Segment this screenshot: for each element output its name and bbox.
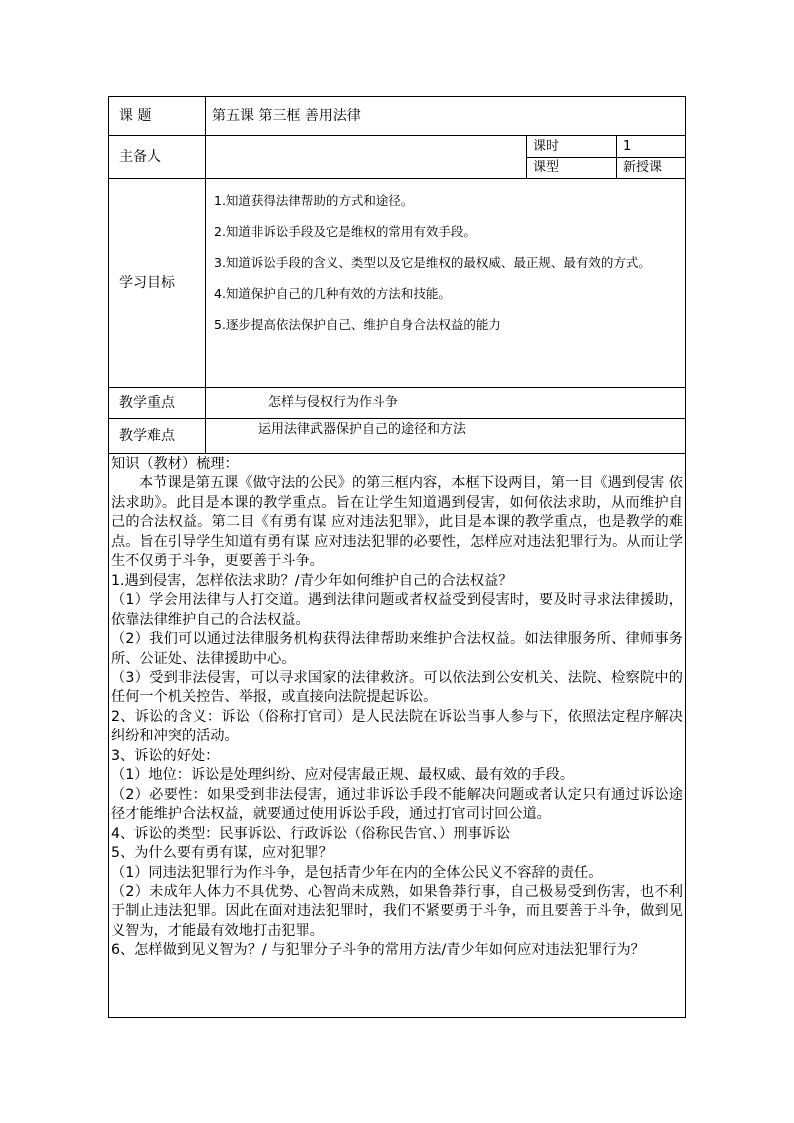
key-point-label: 教学重点	[109, 388, 206, 419]
period-value: 1	[617, 136, 686, 158]
key-point-value: 怎样与侵权行为作斗争	[206, 388, 686, 419]
content-paragraph: 5、为什么要有勇有谋，应对犯罪？	[111, 845, 333, 862]
type-value: 新授课	[617, 158, 686, 179]
difficulty-value: 运用法律武器保护自己的途径和方法	[206, 419, 686, 454]
objective-item: 1.知道获得法律帮助的方式和途径。	[214, 193, 414, 208]
objective-item: 5.逐步提高依法保护自己、维护自身合法权益的能力	[214, 317, 501, 332]
preparer-label: 主备人	[109, 136, 206, 179]
course-label: 课 题	[109, 97, 206, 136]
content-paragraph: （2）我们可以通过法律服务机构获得法律帮助来维护合法权益。如法律服务所、律师事务所、公证处、法律援助中心。	[111, 631, 683, 667]
content-paragraph: 2、诉讼的含义：诉讼（俗称打官司）是人民法院在诉讼当事人参与下，依照法定程序解决纠纷和冲突的活动。	[111, 708, 683, 745]
content-paragraph: （1）同违法犯罪行为作斗争，是包括青少年在内的全体公民义不容辞的责任。	[111, 864, 603, 881]
content-intro: 本节课是第五课《做守法的公民》的第三框内容，本框下设两目，第一目《遇到侵害 依法求助》。此目是本课的教学重点。旨在让学生知道遇到侵害，如何依法求助，从而维护自己的合法权益。第二目《有勇有谋 应对违法犯罪》，此目是本课的教学重点，也是教学的难点。旨在引导学生知道有勇有谋 应对违法犯罪的必要性，怎样应对违法犯罪行为。从而让学生不仅勇于斗争，更要善于斗争。	[111, 475, 684, 570]
content-section	[109, 454, 686, 1018]
objectives-label: 学习目标	[109, 179, 206, 388]
lesson-plan-table	[108, 96, 686, 1018]
content-paragraph: （2）未成年人体力不具优势、心智尚未成熟，如果鲁莽行事，自己极易受到伤害，也不利于制止违法犯罪。因此在面对违法犯罪时，我们不紧要勇于斗争，而且要善于斗争，做到见义智为，才能最有效地打击犯罪。	[111, 883, 683, 939]
content-paragraph: 4、诉讼的类型：民事诉讼、行政诉讼（俗称民告官、）刑事诉讼	[111, 825, 511, 842]
objective-item: 4.知道保护自己的几种有效的方法和技能。	[214, 286, 451, 301]
objectives-list	[206, 179, 686, 388]
period-label: 课时	[527, 136, 617, 158]
content-heading: 知识（教材）梳理：	[111, 456, 239, 472]
content-paragraph: （1）学会用法律与人打交道。遇到法律问题或者权益受到侵害时，要及时寻求法律援助，依靠法律维护自己的合法权益。	[111, 592, 683, 628]
objective-item: 3.知道诉讼手段的含义、类型以及它是维权的最权威、最正规、最有效的方式。	[214, 255, 651, 270]
content-paragraph: 6、怎样做到见义智为？/ 与犯罪分子斗争的常用方法/青少年如何应对违法犯罪行为？	[111, 942, 645, 959]
difficulty-label: 教学难点	[109, 419, 206, 454]
preparer-value	[206, 136, 527, 179]
course-title: 第五课 第三框 善用法律	[206, 97, 686, 136]
type-label: 课型	[527, 158, 617, 179]
content-paragraph: （3）受到非法侵害，可以寻求国家的法律救济。可以依法到公安机关、法院、检察院中的任何一个机关控告、举报，或直接向法院提起诉讼。	[111, 669, 683, 706]
content-paragraph: （1）地位：诉讼是处理纠纷、应对侵害最正规、最权威、最有效的手段。	[111, 767, 575, 784]
content-paragraph: 1.遇到侵害，怎样依法求助？/青少年如何维护自己的合法权益？	[111, 572, 513, 589]
objective-item: 2.知道非诉讼手段及它是维权的常用有效手段。	[214, 224, 476, 239]
content-paragraph: 3、诉讼的好处：	[111, 747, 220, 764]
content-paragraph: （2）必要性：如果受到非法侵害，通过非诉讼手段不能解决问题或者认定只有通过诉讼途径才能维护合法权益，就要通过使用诉讼手段，通过打官司讨回公道。	[111, 786, 683, 823]
